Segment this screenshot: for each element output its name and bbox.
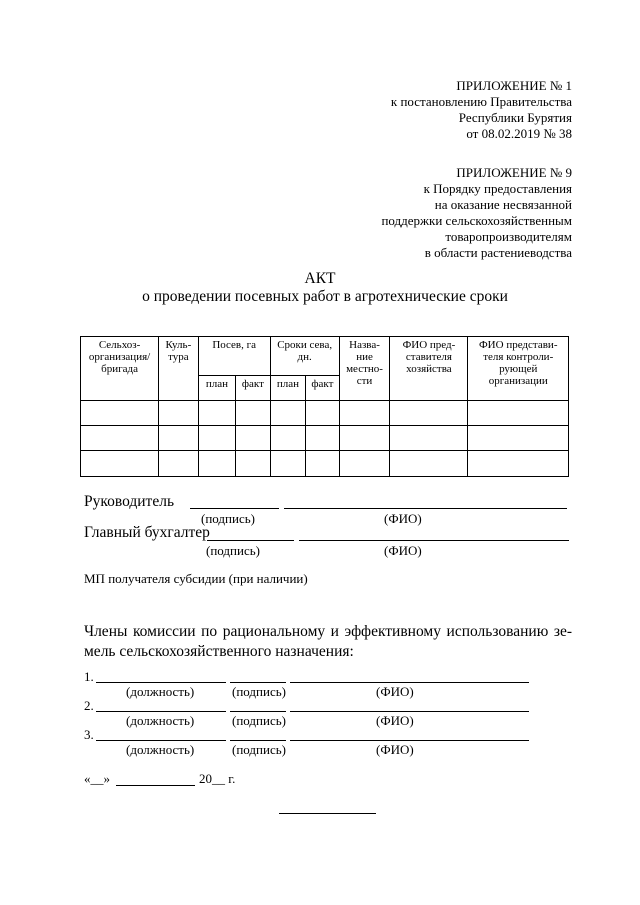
fio-caption: (ФИО) — [384, 543, 422, 558]
sign-caption: (подпись) — [232, 713, 286, 728]
table-row — [81, 426, 569, 451]
commission-text-line: мель сельскохозяйственного назначения: — [84, 643, 354, 660]
date-year: 20__ г. — [199, 771, 236, 786]
sign-caption: (подпись) — [206, 543, 260, 558]
appendix-9-line: на оказание несвязанной — [434, 197, 572, 212]
accountant-label: Главный бухгалтер — [84, 524, 210, 541]
position-caption: (должность) — [126, 713, 195, 728]
member-position-line — [96, 740, 226, 741]
member-sign-line — [230, 711, 286, 712]
subheader-fact: факт — [236, 376, 270, 401]
subheader-plan: план — [270, 376, 306, 401]
accountant-fio-line — [299, 540, 569, 541]
footer-rule — [279, 813, 376, 814]
member-number: 1. — [84, 669, 94, 684]
table-row — [81, 401, 569, 426]
appendix-9-title: ПРИЛОЖЕНИЕ № 9 — [456, 165, 572, 180]
table-row — [81, 451, 569, 477]
appendix-1-line: Республики Бурятия — [458, 110, 572, 125]
fio-caption: (ФИО) — [376, 684, 414, 699]
position-caption: (должность) — [126, 684, 195, 699]
appendix-9-line: в области растениеводства — [424, 245, 572, 260]
commission-text-line: Члены комиссии по рациональному и эффективному использованию зе- — [84, 623, 572, 640]
accountant-sign-line — [207, 540, 294, 541]
header-crop: Куль- тура — [159, 337, 199, 401]
member-position-line — [96, 682, 226, 683]
member-fio-line — [290, 682, 529, 683]
fio-caption: (ФИО) — [376, 742, 414, 757]
sowing-table — [80, 336, 569, 477]
date-month-line — [116, 785, 195, 786]
header-sowing-area: Посев, га — [198, 337, 270, 376]
member-fio-line — [290, 740, 529, 741]
appendix-1-title: ПРИЛОЖЕНИЕ № 1 — [456, 78, 572, 93]
member-sign-line — [230, 740, 286, 741]
member-fio-line — [290, 711, 529, 712]
member-number: 3. — [84, 727, 94, 742]
fio-caption: (ФИО) — [384, 511, 422, 526]
sign-caption: (подпись) — [232, 742, 286, 757]
appendix-9-block — [381, 165, 572, 261]
header-location: Назва- ние местно- сти — [339, 337, 390, 401]
subheader-fact: факт — [306, 376, 339, 401]
appendix-1-line: от 08.02.2019 № 38 — [466, 126, 572, 141]
head-fio-line — [284, 508, 567, 509]
header-control-rep: ФИО представи- теля контроли- рующей организации — [468, 337, 569, 401]
member-sign-line — [230, 682, 286, 683]
stamp-text: МП получателя субсидии (при наличии) — [84, 571, 308, 586]
header-farm-rep: ФИО пред- ставителя хозяйства — [390, 337, 468, 401]
header-sowing-dates: Сроки сева, дн. — [270, 337, 339, 376]
position-caption: (должность) — [126, 742, 195, 757]
act-title: АКТ — [304, 270, 336, 287]
act-subtitle: о проведении посевных работ в агротехнические сроки — [142, 288, 508, 305]
sign-caption: (подпись) — [201, 511, 255, 526]
header-organization: Сельхоз- организация/ бригада — [81, 337, 159, 401]
head-sign-line — [190, 508, 279, 509]
appendix-1-block — [391, 78, 572, 142]
appendix-9-line: поддержки сельскохозяйственным — [381, 213, 572, 228]
appendix-1-line: к постановлению Правительства — [390, 94, 572, 109]
fio-caption: (ФИО) — [376, 713, 414, 728]
appendix-9-line: к Порядку предоставления — [423, 181, 572, 196]
member-position-line — [96, 711, 226, 712]
sign-caption: (подпись) — [232, 684, 286, 699]
head-label: Руководитель — [84, 493, 175, 510]
member-number: 2. — [84, 698, 94, 713]
date-day: «__» — [84, 771, 110, 786]
subheader-plan: план — [198, 376, 236, 401]
appendix-9-line: товаропроизводителям — [445, 229, 572, 244]
